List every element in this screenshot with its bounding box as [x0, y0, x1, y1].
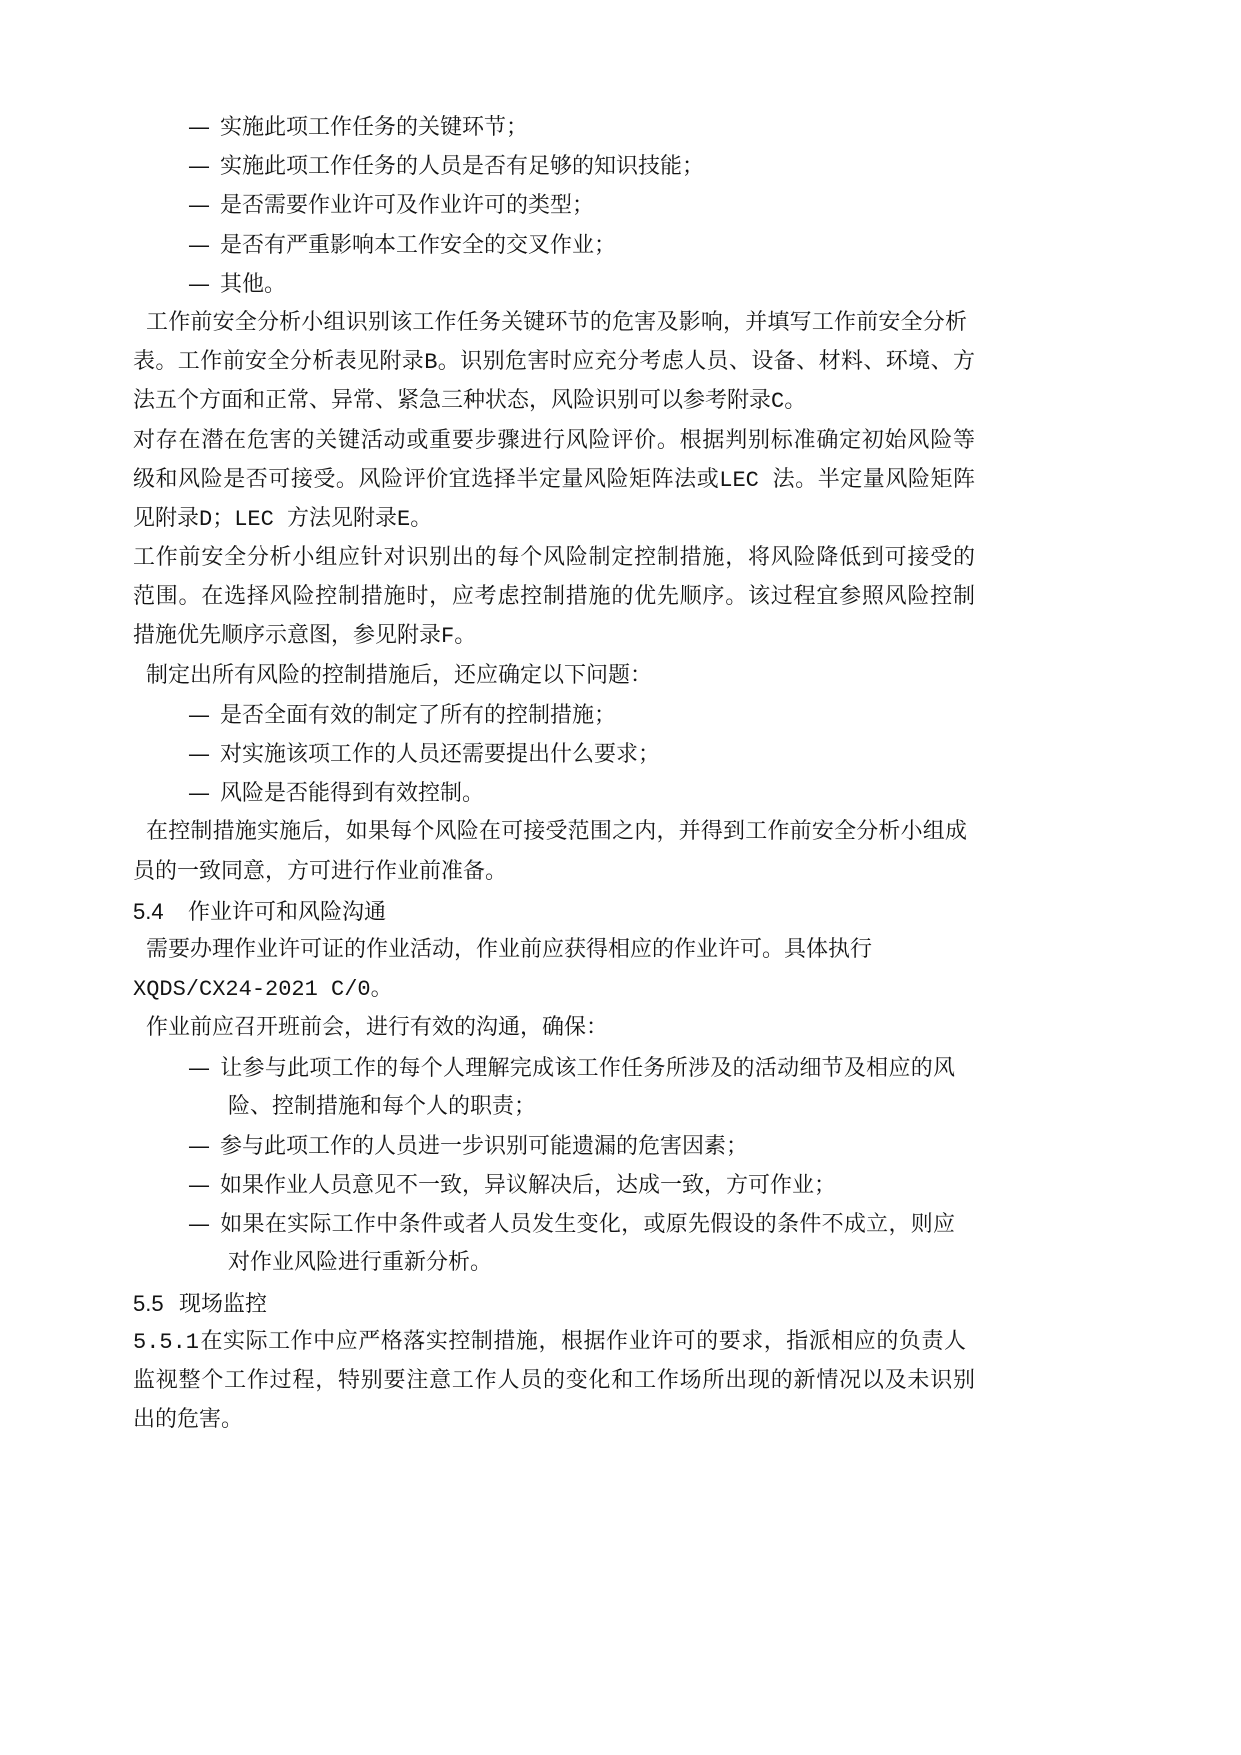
paragraph-line: 作业前应召开班前会，进行有效的沟通，确保：	[146, 1016, 609, 1042]
list-item-line: 对作业风险进行重新分析。	[228, 1251, 493, 1277]
paragraph-line: XQDS/CX24-2021 C/0。	[133, 977, 393, 1003]
paragraph-line: 法五个方面和正常、异常、紧急三种状态，风险识别可以参考附录C。	[133, 389, 807, 415]
paragraph-line: 监视整个工作过程，特别要注意工作人员的变化和工作场所出现的新情况以及未识别	[133, 1369, 975, 1394]
list-marker: —	[188, 1133, 210, 1159]
list-item-text: 风险是否能得到有效控制。	[220, 782, 485, 808]
list-item-text: 让参与此项工作的每个人理解完成该工作任务所涉及的活动细节及相应的风	[220, 1056, 955, 1082]
section-heading	[0, 892, 1241, 931]
list-item	[0, 226, 1241, 265]
paragraph-line: 员的一致同意，方可进行作业前准备。	[133, 859, 508, 885]
list-marker: —	[188, 271, 210, 297]
risk-evaluation-paragraph	[0, 422, 1241, 540]
paragraph-line: 制定出所有风险的控制措施后，还应确定以下问题：	[146, 663, 653, 689]
paragraph-line	[0, 1323, 966, 1362]
list-item	[0, 265, 1241, 304]
paragraph-line: 工作前安全分析小组应针对识别出的每个风险制定控制措施，将风险降低到可接受的	[133, 546, 975, 572]
paragraph-line: 对存在潜在危害的关键活动或重要步骤进行风险评价。根据判别标准确定初始风险等	[133, 428, 975, 454]
list-marker: —	[188, 1055, 210, 1081]
list-item	[0, 1205, 1241, 1283]
list-item-text: 参与此项工作的人员进一步识别可能遗漏的危害因素；	[220, 1134, 749, 1160]
list-item	[0, 774, 1241, 813]
list-item	[0, 147, 1241, 186]
paragraph-line: 出的危害。	[133, 1408, 244, 1434]
paragraph-line: 范围。在选择风险控制措施时，应考虑控制措施的优先顺序。该过程宜参照风险控制	[133, 585, 975, 611]
list-item	[0, 108, 1241, 147]
list-item	[0, 186, 1241, 225]
section-5-5	[0, 1284, 1241, 1441]
list-marker: —	[188, 781, 210, 807]
control-measures-paragraph	[0, 539, 1241, 657]
section-title: 作业许可和风险沟通	[188, 898, 387, 924]
list-item-text: 是否全面有效的制定了所有的控制措施；	[220, 703, 617, 729]
section-5-4	[0, 892, 1241, 1284]
list-marker: —	[188, 742, 210, 767]
hazard-checklist	[0, 108, 1241, 304]
list-marker: —	[188, 232, 210, 258]
list-item-text: 其他。	[220, 272, 287, 298]
clause-5-5-1	[0, 1323, 1241, 1441]
document-page	[0, 108, 1241, 1440]
list-item-text: 实施此项工作任务的关键环节；	[220, 116, 529, 141]
list-item	[0, 696, 1241, 735]
paragraph-line: 在控制措施实施后，如果每个风险在可接受范围之内，并得到工作前安全分析小组成	[146, 820, 967, 846]
hazard-identification-paragraph	[0, 304, 1241, 422]
list-marker: —	[188, 1212, 210, 1238]
approval-paragraph	[0, 813, 1241, 891]
clause-number: 5.5.1	[133, 1329, 200, 1355]
clause-text: 在实际工作中应严格落实控制措施，根据作业许可的要求，指派相应的负责人	[200, 1329, 966, 1355]
list-marker: —	[188, 702, 210, 728]
list-item	[0, 1166, 1241, 1205]
permit-paragraph	[0, 931, 1241, 1009]
section-number: 5.4	[133, 898, 164, 924]
list-marker: —	[188, 115, 210, 140]
list-item-text: 是否有严重影响本工作安全的交叉作业；	[220, 233, 617, 259]
list-item	[0, 1049, 1241, 1127]
paragraph-line: 级和风险是否可接受。风险评价宜选择半定量风险矩阵法或LEC 法。半定量风险矩阵	[133, 467, 975, 493]
paragraph-line: 措施优先顺序示意图，参见附录F。	[133, 624, 477, 650]
list-item-text: 如果在实际工作中条件或者人员发生变化，或原先假设的条件不成立，则应	[220, 1213, 955, 1239]
section-title: 现场监控	[179, 1290, 268, 1316]
section-heading	[0, 1284, 1241, 1323]
list-marker: —	[188, 154, 210, 180]
section-number: 5.5	[133, 1290, 164, 1316]
list-item-text: 实施此项工作任务的人员是否有足够的知识技能；	[220, 155, 705, 181]
list-item-line: 险、控制措施和每个人的职责；	[228, 1094, 537, 1120]
list-item	[0, 1127, 1241, 1166]
list-item-text: 如果作业人员意见不一致，异议解决后，达成一致，方可作业；	[220, 1174, 837, 1200]
list-marker: —	[188, 193, 210, 219]
list-item-text: 是否需要作业许可及作业许可的类型；	[220, 194, 595, 220]
paragraph-line: 表。工作前安全分析表见附录B。识别危害时应充分考虑人员、设备、材料、环境、方	[133, 350, 975, 376]
paragraph-line: 工作前安全分析小组识别该工作任务关键环节的危害及影响，并填写工作前安全分析	[146, 310, 967, 336]
list-marker: —	[188, 1173, 210, 1199]
list-item-line	[0, 1205, 955, 1244]
list-item	[0, 735, 1241, 774]
briefing-block	[0, 1009, 1241, 1283]
control-questions	[0, 657, 1241, 814]
list-item-line	[0, 1049, 955, 1088]
paragraph-line: 见附录D；LEC 方法见附录E。	[133, 506, 433, 532]
list-item-text: 对实施该项工作的人员还需要提出什么要求；	[220, 743, 661, 768]
paragraph-line: 需要办理作业许可证的作业活动，作业前应获得相应的作业许可。具体执行	[146, 937, 873, 963]
